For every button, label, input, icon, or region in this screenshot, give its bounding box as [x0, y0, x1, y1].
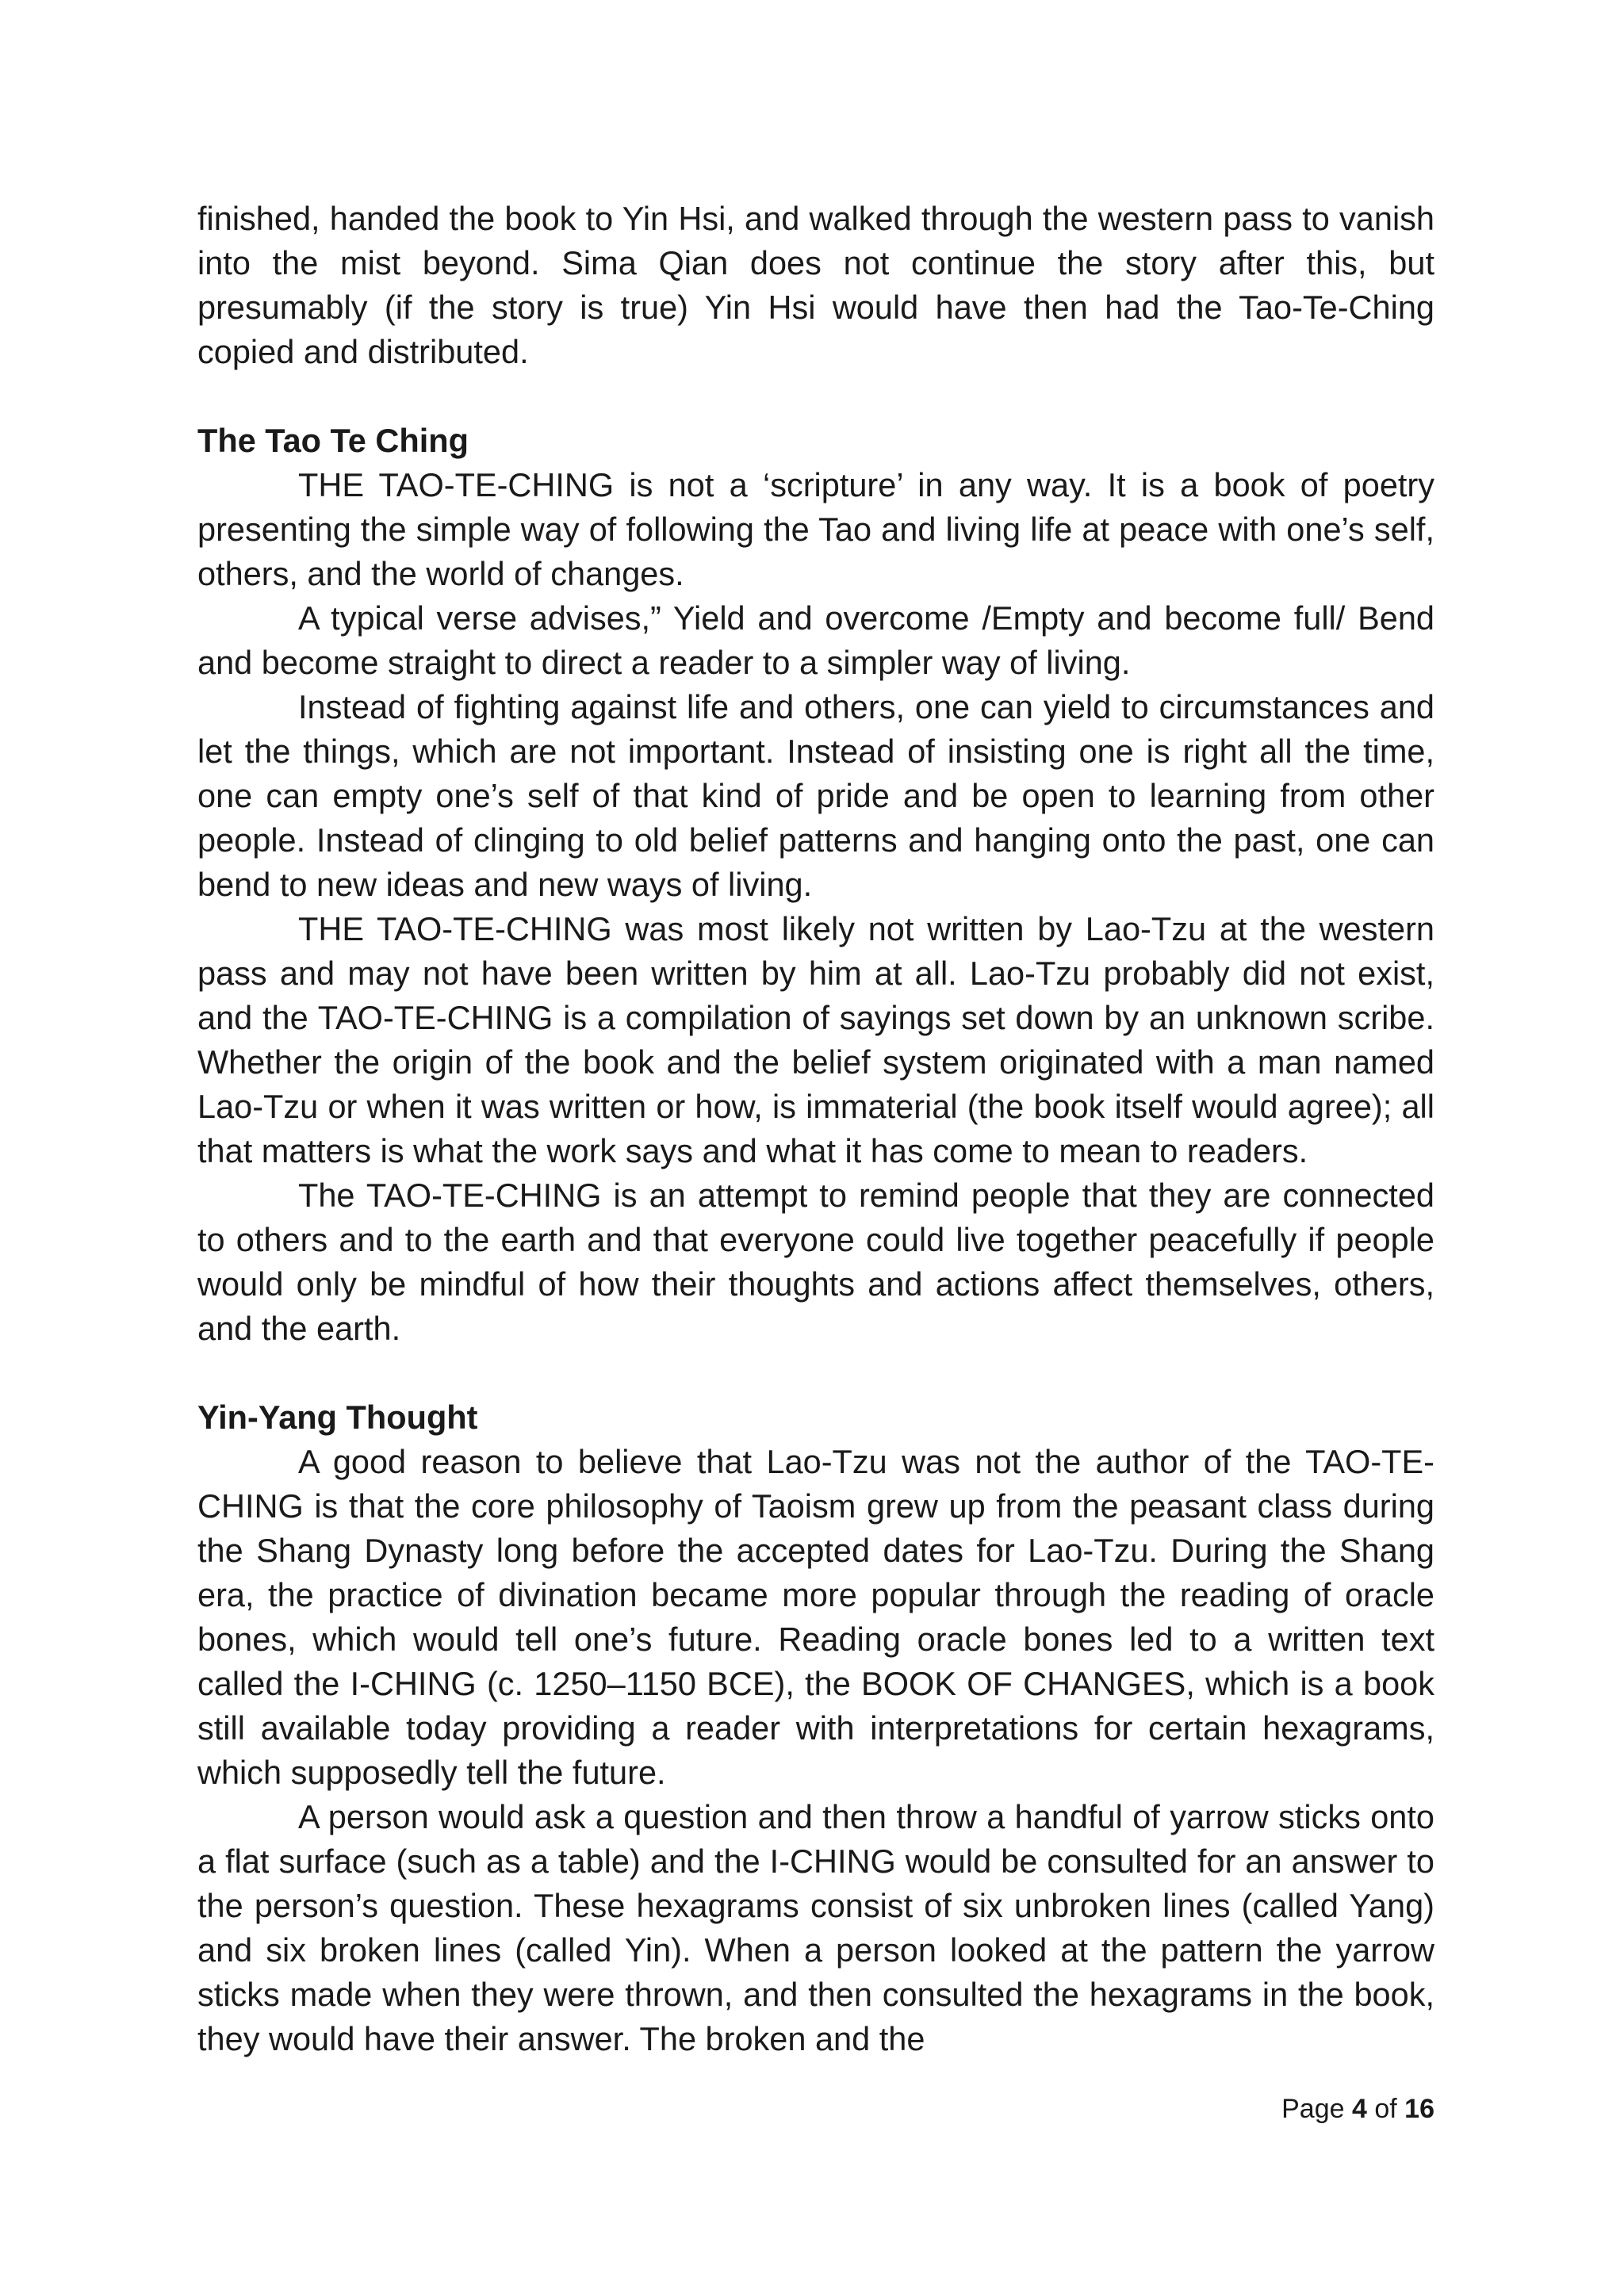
paragraph: Instead of fighting against life and others, one can yield to circumstances and let the things, which are not important. Instead of insisting one is right all the time, one can empty one’s self of that kind of pride and be open to learning from other people. Instead of clinging to old belief patterns and hanging onto the past, one can bend to new ideas and new ways of living. — [197, 688, 1434, 903]
paragraph: THE TAO-TE-CHING is not a ‘scripture’ in any way. It is a book of poetry presenting the simple way of following the Tao and living life at peace with one’s self, others, and the world of changes. — [197, 466, 1434, 592]
total-pages: 16 — [1404, 2094, 1434, 2124]
paragraph: finished, handed the book to Yin Hsi, and walked through the western pass to vanish into the mist beyond. Sima Qian does not continue the story after this, but presumably (if the story is true) Yin Hsi would have then had the Tao-Te-Ching copied and distributed. — [197, 200, 1434, 370]
document-page — [197, 197, 1434, 2061]
section-heading: Yin-Yang Thought — [197, 1399, 478, 1436]
page-number: 4 — [1351, 2094, 1367, 2124]
page-label: Page — [1281, 2094, 1345, 2124]
paragraph: THE TAO-TE-CHING was most likely not written by Lao-Tzu at the western pass and may not have been written by him at all. Lao-Tzu probably did not exist, and the TAO-TE-CHING is a compilation of sayings set down by an unknown scribe. Whether the origin of the book and the belief system originated with a man named Lao-Tzu or when it was written or how, is immaterial (the book itself would agree); all that matters is what the work says and what it has come to mean to readers. — [197, 910, 1434, 1169]
paragraph: A person would ask a question and then throw a handful of yarrow sticks onto a flat surface (such as a table) and the I-CHING would be consulted for an answer to the person’s question. These hexagrams consist of six unbroken lines (called Yang) and six broken lines (called Yin). When a person looked at the pattern the yarrow sticks made when they were thrown, and then consulted the hexagrams in the book, they would have their answer. The broken and the — [197, 1798, 1434, 2057]
paragraph: A good reason to believe that Lao-Tzu was not the author of the TAO-TE-CHING is that the core philosophy of Taoism grew up from the peasant class during the Shang Dynasty long before the accepted dates for Lao-Tzu. During the Shang era, the practice of divination became more popular through the reading of oracle bones, which would tell one’s future. Reading oracle bones led to a written text called the I-CHING (c. 1250–1150 BCE), the BOOK OF CHANGES, which is a book still available today providing a reader with interpretations for certain hexagrams, which supposedly tell the future. — [197, 1443, 1434, 1791]
section-spacer — [197, 1351, 1434, 1395]
paragraph: A typical verse advises,” Yield and overcome /Empty and become full/ Bend and become straight to direct a reader to a simpler way of living. — [197, 599, 1434, 681]
section-spacer — [197, 374, 1434, 419]
page-footer — [1281, 2093, 1434, 2125]
section-heading: The Tao Te Ching — [197, 422, 469, 459]
paragraph: The TAO-TE-CHING is an attempt to remind people that they are connected to others and to the earth and that everyone could live together peacefully if people would only be mindful of how their thoughts and actions affect themselves, others, and the earth. — [197, 1177, 1434, 1347]
of-label: of — [1374, 2094, 1397, 2124]
